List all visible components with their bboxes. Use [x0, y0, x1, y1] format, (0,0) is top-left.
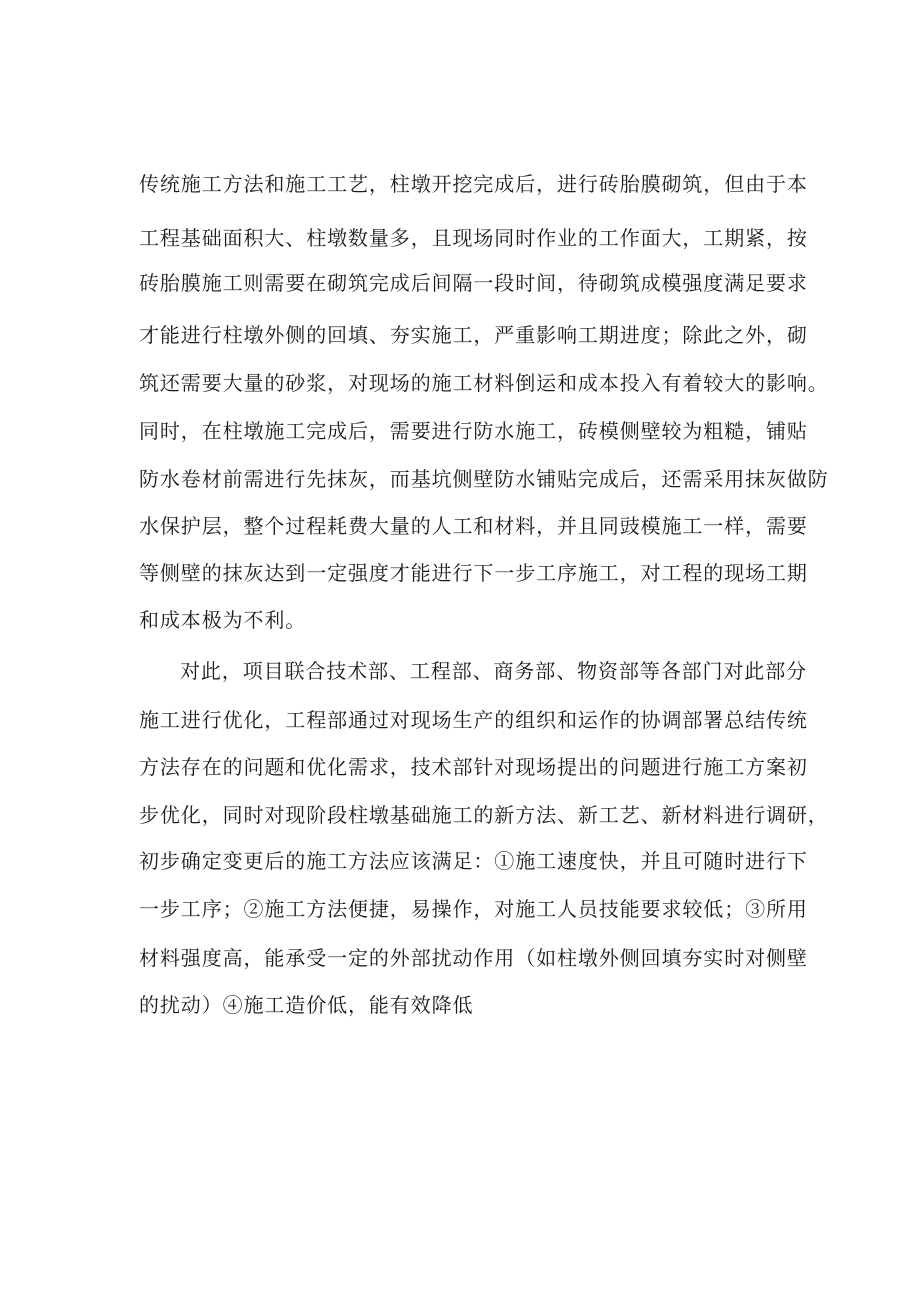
text-line: 砖胎膜施工则需要在砌筑完成后间隔一段时间，待砌筑成模强度满足要求 — [139, 271, 808, 295]
text-line: 材料强度高，能承受一定的外部扰动作用（如柱墩外侧回填夯实时对侧壁 — [139, 946, 808, 970]
text-line: 传统施工方法和施工工艺，柱墩开挖完成后，进行砖胎膜砌筑，但由于本 — [139, 172, 808, 196]
text-line: 才能进行柱墩外侧的回填、夯实施工，严重影响工期进度；除此之外，砌 — [139, 323, 808, 347]
text-line: 的扰动）④施工造价低，能有效降低 — [139, 993, 474, 1017]
text-line: 步优化，同时对现阶段柱墩基础施工的新方法、新工艺、新材料进行调研， — [139, 803, 829, 827]
text-line: 初步确定变更后的施工方法应该满足：①施工速度快，并且可随时进行下 — [139, 849, 808, 873]
text-line: 和成本极为不利。 — [139, 608, 307, 632]
text-line: 防水卷材前需进行先抹灰，而基坑侧壁防水铺贴完成后，还需采用抹灰做防 — [139, 467, 829, 491]
text-line: 工程基础面积大、柱墩数量多，且现场同时作业的工作面大，工期紧，按 — [139, 226, 808, 250]
text-line: 筑还需要大量的砂浆，对现场的施工材料倒运和成本投入有着较大的影响。 — [139, 371, 829, 395]
text-line: 同时，在柱墩施工完成后，需要进行防水施工，砖模侧壁较为粗糙，铺贴 — [139, 419, 808, 443]
text-line: 施工进行优化，工程部通过对现场生产的组织和运作的协调部署总结传统 — [139, 708, 808, 732]
text-line: 水保护层，整个过程耗费大量的人工和材料，并且同豉模施工一样，需要 — [139, 514, 808, 538]
text-line: 一步工序；②施工方法便捷，易操作，对施工人员技能要求较低；③所用 — [139, 897, 808, 921]
text-line: 等侧壁的抹灰达到一定强度才能进行下一步工序施工，对工程的现场工期 — [139, 561, 808, 585]
text-line: 方法存在的问题和优化需求，技术部针对现场提出的问题进行施工方案初 — [139, 755, 808, 779]
text-line: 对此，项目联合技术部、工程部、商务部、物资部等各部门对此部分 — [180, 659, 807, 683]
